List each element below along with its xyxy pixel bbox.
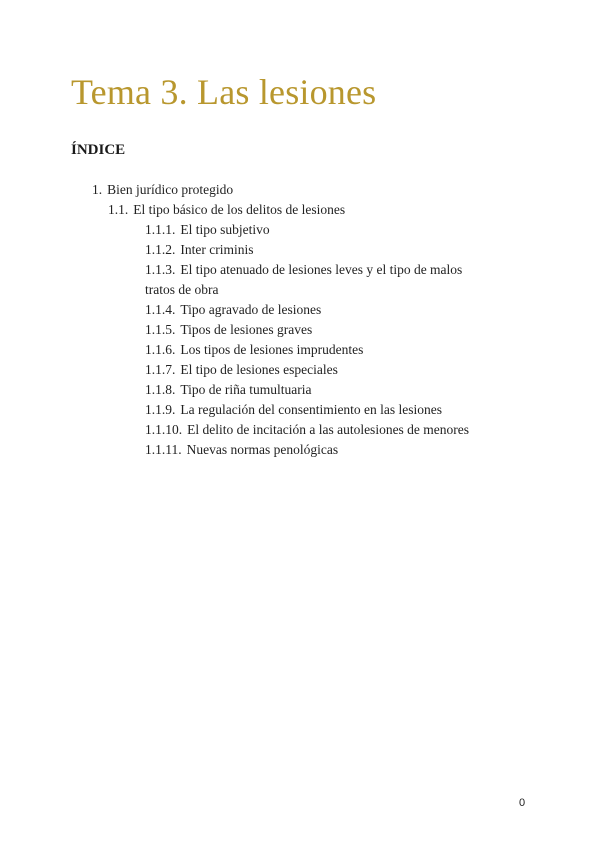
toc-item-number: 1.1.10. bbox=[145, 422, 183, 437]
toc-item-number: 1.1.1. bbox=[145, 222, 176, 237]
toc-item-text: El tipo básico de los delitos de lesiones bbox=[133, 202, 346, 217]
toc-item-1-1-1[interactable] bbox=[145, 220, 270, 240]
toc-item-text: El tipo de lesiones especiales bbox=[180, 362, 338, 377]
toc-item-1-1-6[interactable] bbox=[145, 340, 363, 360]
document-title: Tema 3. Las lesiones bbox=[71, 72, 377, 112]
toc-item-text: Bien jurídico protegido bbox=[107, 182, 234, 197]
toc-item-text: Tipos de lesiones graves bbox=[180, 322, 313, 337]
toc-item-text: Nuevas normas penológicas bbox=[186, 442, 339, 457]
toc-item-1-1-9[interactable] bbox=[145, 400, 442, 420]
toc-item-1[interactable] bbox=[92, 180, 233, 200]
page-number: 0 bbox=[519, 797, 526, 809]
toc-item-text: El delito de incitación a las autolesiones de menores bbox=[187, 422, 470, 437]
index-heading: ÍNDICE bbox=[71, 142, 126, 158]
toc-item-number: 1.1.6. bbox=[145, 342, 176, 357]
toc-item-number: 1.1.5. bbox=[145, 322, 176, 337]
toc-item-1-1-2[interactable] bbox=[145, 240, 253, 260]
toc-item-1-1-8[interactable] bbox=[145, 380, 312, 400]
toc-item-text: Inter criminis bbox=[180, 242, 254, 257]
toc-item-number: 1.1.11. bbox=[145, 442, 182, 457]
toc-item-1-1-10[interactable] bbox=[145, 420, 469, 440]
toc-item-1-1-5[interactable] bbox=[145, 320, 312, 340]
toc-item-1-1-11[interactable] bbox=[145, 440, 338, 460]
toc-item-text: Tipo agravado de lesiones bbox=[180, 302, 322, 317]
toc-item-number: 1.1.3. bbox=[145, 262, 176, 277]
toc-item-number: 1.1.2. bbox=[145, 242, 176, 257]
toc-item-text: Tipo de riña tumultuaria bbox=[180, 382, 312, 397]
toc-item-number: 1.1.8. bbox=[145, 382, 176, 397]
toc-item-number: 1.1.4. bbox=[145, 302, 176, 317]
toc-item-text: La regulación del consentimiento en las lesiones bbox=[180, 402, 443, 417]
toc-item-1-1-3-continuation[interactable] bbox=[145, 280, 218, 300]
toc-item-number: 1.1.7. bbox=[145, 362, 176, 377]
toc-item-text: El tipo atenuado de lesiones leves y el tipo de malos bbox=[180, 262, 463, 277]
toc-item-1-1-7[interactable] bbox=[145, 360, 338, 380]
toc-item-1-1-3[interactable] bbox=[145, 260, 462, 280]
toc-item-1-1-4[interactable] bbox=[145, 300, 321, 320]
toc-item-text: El tipo subjetivo bbox=[180, 222, 270, 237]
toc-item-number: 1. bbox=[92, 182, 103, 197]
toc-item-1-1[interactable] bbox=[108, 200, 345, 220]
toc-item-text: Los tipos de lesiones imprudentes bbox=[180, 342, 364, 357]
toc-item-text-continuation: tratos de obra bbox=[145, 282, 219, 297]
toc-item-number: 1.1. bbox=[108, 202, 129, 217]
toc-item-number: 1.1.9. bbox=[145, 402, 176, 417]
